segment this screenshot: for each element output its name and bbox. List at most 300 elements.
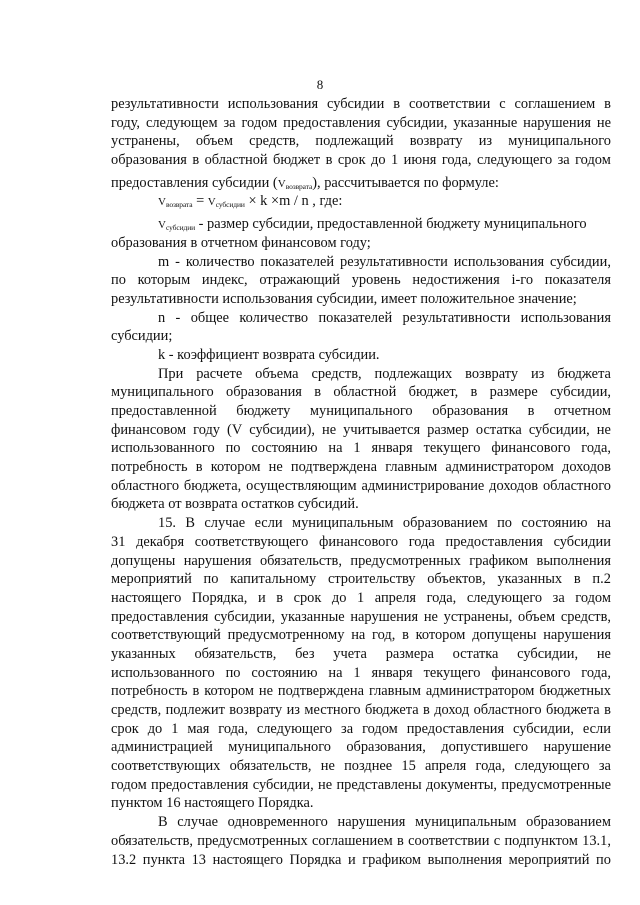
text-line: пунктом 16 настоящего Порядка.	[111, 795, 314, 812]
text-line	[111, 365, 611, 384]
text-line	[111, 95, 611, 114]
word: настоящего	[111, 589, 182, 606]
word: объем	[195, 133, 233, 150]
word: соглашением	[514, 96, 596, 112]
word: предоставления	[151, 776, 249, 793]
word: соответствующего	[194, 533, 309, 550]
word: администрацией	[111, 739, 213, 756]
word: года	[408, 533, 435, 550]
word: предоставленной	[111, 403, 217, 419]
word: средств,	[111, 702, 162, 718]
text-line	[111, 439, 611, 458]
text-line	[111, 832, 611, 851]
word: в	[192, 683, 200, 700]
word: образования	[432, 403, 509, 419]
word: 13.1,	[582, 832, 611, 849]
word: мероприятий	[508, 851, 590, 868]
text-line	[111, 421, 611, 440]
word: бюджет,	[408, 384, 459, 401]
word: состоянию	[251, 440, 318, 457]
formula-symbol: V	[277, 177, 286, 190]
word: бюджета	[364, 702, 419, 718]
word: недостижения	[412, 272, 500, 289]
word: января	[371, 664, 413, 681]
word: подтверждена	[277, 683, 365, 700]
word: котором	[204, 683, 254, 700]
word: бюджету	[236, 403, 291, 419]
word: следующего	[466, 589, 543, 606]
word: года,	[426, 589, 457, 606]
word: года,	[218, 720, 248, 737]
text-line	[111, 776, 611, 795]
word: за	[552, 589, 565, 606]
word: осуществляющим	[246, 477, 357, 494]
word: главным	[385, 459, 438, 476]
word: по	[225, 440, 241, 457]
word: срок	[337, 152, 366, 169]
word: 1	[353, 664, 361, 681]
word: размере	[489, 384, 538, 401]
word: индекс,	[201, 272, 248, 289]
word: муниципального	[228, 739, 331, 756]
word: капитальному	[230, 571, 317, 588]
word: представлены	[336, 776, 422, 793]
word: предоставления	[445, 533, 543, 550]
word: -	[175, 309, 181, 326]
word: пункта	[142, 851, 186, 868]
word: предоставления	[406, 720, 505, 737]
word: срок	[111, 720, 139, 737]
word: строительству	[327, 571, 416, 588]
word: обязательств,	[229, 758, 312, 775]
formula-tail: , где:	[308, 193, 343, 210]
word: субсидии,	[550, 384, 611, 401]
word: если	[582, 720, 611, 737]
word: финансового	[319, 533, 399, 550]
word: с	[499, 96, 506, 112]
word: состоянию	[521, 515, 588, 532]
word: результативности	[340, 253, 448, 270]
word: финансового	[491, 440, 571, 457]
word: допустившего	[441, 739, 529, 756]
word: срок	[293, 589, 322, 606]
word: доходов	[489, 477, 539, 494]
text-line	[111, 738, 611, 757]
word: n	[158, 309, 166, 326]
word: показателей	[318, 309, 393, 326]
word: в	[192, 152, 200, 169]
word: указанные	[280, 608, 345, 625]
word: году	[193, 421, 220, 438]
word: подлежащих	[374, 365, 453, 382]
word: образованием	[526, 814, 611, 831]
word: в	[423, 702, 430, 718]
text-line	[111, 174, 611, 193]
word: муниципальным	[414, 814, 517, 831]
word: использования	[453, 253, 545, 270]
word: указанные	[453, 114, 518, 131]
word: году,	[111, 114, 140, 131]
word: бюджета	[546, 702, 600, 718]
word: размер	[427, 421, 469, 438]
word: субсидии,	[550, 253, 611, 270]
word: текущего	[423, 440, 481, 457]
word: остатка	[452, 645, 499, 662]
word: нарушение	[543, 739, 611, 756]
formula-operator: =	[192, 193, 208, 210]
word: не	[423, 608, 438, 625]
word: (V	[227, 421, 243, 438]
word: областной	[204, 152, 268, 169]
word: финансовом	[111, 421, 187, 438]
page-number: 8	[316, 77, 324, 92]
word: областного	[111, 477, 180, 494]
word: 13	[191, 851, 206, 868]
word: не	[596, 645, 611, 662]
text-line	[111, 757, 611, 776]
word: года,	[581, 664, 611, 681]
word: на	[328, 440, 343, 457]
word: бюджетных	[539, 683, 611, 700]
word: возврату	[409, 133, 463, 150]
word: в	[604, 702, 611, 718]
word: субсидии,	[386, 114, 448, 131]
word: предоставления	[111, 608, 209, 625]
text-line	[111, 114, 611, 133]
word: финансового	[491, 664, 571, 681]
word: доход	[434, 702, 470, 718]
document-body	[111, 95, 611, 869]
word: предусмотренному	[227, 627, 345, 644]
word: В	[185, 515, 195, 532]
text-line	[111, 720, 611, 739]
word: возврату	[465, 365, 519, 382]
word: не	[596, 421, 611, 438]
word: субсидии,	[513, 720, 574, 737]
word: муниципального	[309, 403, 413, 419]
word: При	[158, 365, 184, 382]
word: год,	[372, 627, 396, 644]
text-line: субсидии;	[111, 328, 173, 345]
word: 13.2	[111, 851, 137, 868]
word: соглашением	[312, 832, 393, 849]
text-fragment: - размер субсидии, предоставленной бюджету муниципального	[195, 216, 587, 233]
word: котором	[415, 627, 466, 644]
word: годом	[362, 720, 398, 737]
word: предусмотренных	[197, 832, 308, 849]
word: соответствующий	[111, 627, 221, 644]
word: 1	[353, 440, 361, 457]
word: областного	[542, 477, 611, 494]
word: 1	[171, 720, 179, 737]
word: котором	[210, 459, 261, 476]
text-line	[111, 383, 611, 402]
word: которым	[137, 272, 191, 289]
word: показателей	[260, 253, 335, 270]
word: не	[258, 683, 273, 700]
text-line	[111, 608, 611, 627]
word: главным	[368, 683, 421, 700]
text-line	[111, 402, 611, 421]
word: годом	[575, 152, 611, 169]
word: за	[557, 152, 570, 169]
word: отражающий	[259, 272, 340, 289]
word: соответствии	[408, 832, 490, 849]
word: в	[573, 571, 581, 588]
word: субсидии,	[517, 645, 579, 662]
word: использованного	[111, 440, 215, 457]
word: 15.	[158, 515, 176, 532]
word: размера	[385, 645, 434, 662]
word: в	[527, 403, 535, 419]
word: в	[314, 384, 322, 401]
word: 31	[111, 533, 126, 550]
word: образования,	[346, 739, 426, 756]
word: подтверждена	[290, 459, 378, 476]
word: одновременного	[227, 814, 328, 831]
word: 1	[357, 589, 365, 606]
word: до	[147, 720, 163, 737]
word: до	[331, 589, 347, 606]
word: нарушения	[543, 627, 611, 644]
word: подпунктом	[504, 832, 578, 849]
word: соответствии	[408, 96, 491, 112]
word: в	[397, 832, 404, 849]
word: 1	[391, 152, 399, 169]
text-line	[111, 813, 611, 832]
word: использованного	[111, 664, 215, 681]
formula-subscript: возврата	[165, 200, 193, 210]
text-line	[111, 589, 611, 608]
word: допущены	[472, 627, 537, 644]
word: следующем	[145, 114, 218, 131]
word: субсидии	[327, 96, 385, 112]
word: годом	[111, 776, 147, 793]
word: в	[325, 152, 333, 169]
word: расчете	[196, 365, 243, 382]
word: средств,	[560, 608, 611, 625]
word: предоставления	[283, 114, 381, 131]
word: объема	[255, 365, 299, 382]
word: образования	[226, 384, 302, 401]
word: следующего	[514, 758, 590, 775]
word: с	[493, 832, 501, 849]
word: указанных	[111, 645, 176, 662]
word: обязательств,	[111, 832, 193, 849]
word: по	[497, 515, 512, 532]
word: количество	[185, 253, 255, 270]
word: обязательств,	[259, 552, 342, 569]
word: учета	[333, 645, 367, 662]
word: нарушения	[337, 814, 406, 831]
text-line	[111, 701, 611, 720]
text-line	[111, 514, 611, 533]
word: не	[322, 421, 337, 438]
word: не	[320, 758, 335, 775]
word: администратором	[445, 459, 554, 476]
text-line	[111, 570, 611, 589]
word: субсидии,	[214, 608, 276, 625]
word: апреля	[425, 758, 467, 775]
text-line	[111, 151, 611, 170]
text-fragment: предоставления субсидии (	[111, 174, 278, 191]
word: за	[223, 114, 236, 131]
word: состоянию	[251, 664, 318, 681]
word: подлежащий	[315, 133, 394, 150]
word: результативности	[402, 309, 511, 326]
word: использования	[227, 96, 319, 112]
word: муниципальным	[291, 515, 394, 532]
word: не	[268, 459, 283, 476]
word: без	[295, 645, 315, 662]
word: использования	[520, 309, 611, 326]
text-line	[111, 309, 611, 328]
text-line: бюджета от возврата остатков субсидий.	[111, 496, 359, 513]
text-line	[111, 253, 611, 272]
word: подлежит	[165, 702, 225, 718]
formula-symbol: V	[207, 196, 216, 209]
word: муниципального	[508, 133, 611, 150]
formula-symbol: V	[158, 196, 166, 209]
word: местного	[304, 702, 361, 718]
word: потребность	[111, 683, 188, 700]
word: до	[371, 152, 386, 169]
word: объем	[518, 608, 556, 625]
word: случае	[177, 814, 219, 831]
word: текущего	[423, 664, 481, 681]
word: образования	[111, 152, 187, 169]
word: на	[328, 664, 343, 681]
word: мероприятий	[111, 571, 192, 588]
word: областного	[473, 702, 542, 718]
word: позднее	[344, 758, 393, 775]
word: администрирование	[361, 477, 485, 494]
word: учитывается	[343, 421, 421, 438]
word: Порядка	[289, 851, 342, 868]
word: следующего	[476, 152, 553, 169]
word: и	[347, 851, 356, 868]
text-line: образования в отчетном финансовом году;	[111, 234, 371, 251]
word: за	[598, 758, 611, 775]
word: выполнения	[536, 552, 611, 569]
word: возврату	[229, 702, 283, 718]
word: нарушения	[350, 608, 419, 625]
text-line	[111, 552, 611, 571]
word: в	[393, 96, 401, 112]
text-line	[111, 645, 611, 664]
word: по	[225, 664, 241, 681]
word: п.2	[592, 571, 611, 588]
word: показателя	[544, 272, 611, 289]
text-line	[111, 215, 611, 234]
text-line	[111, 132, 611, 151]
word: если	[254, 515, 283, 532]
word: субсидии	[553, 533, 611, 550]
word: общее	[190, 309, 230, 326]
word: остатка	[475, 421, 522, 438]
word: года,	[581, 440, 611, 457]
word: средств,	[311, 365, 362, 382]
word: бюджета,	[183, 477, 242, 494]
word: графиком	[469, 552, 529, 569]
word: из	[530, 365, 545, 382]
text-line	[111, 458, 611, 477]
word: доходов	[562, 459, 611, 476]
word: бюджет	[273, 152, 321, 169]
word: по	[111, 272, 126, 289]
formula	[111, 192, 611, 211]
word: из	[478, 133, 493, 150]
formula-expression: × k ×m / n	[244, 193, 309, 210]
word: годом	[575, 589, 611, 606]
word: образованием	[402, 515, 488, 532]
text-line	[111, 533, 611, 552]
formula-symbol: V	[158, 219, 166, 232]
word: уровень	[351, 272, 401, 289]
word: муниципального	[111, 384, 214, 401]
word: отчетном	[554, 403, 611, 419]
word: в	[604, 96, 611, 112]
formula-subscript: возврата	[285, 181, 313, 191]
word: случае	[204, 515, 246, 532]
word: нарушения	[183, 552, 252, 569]
word: субсидии,	[528, 421, 590, 438]
text-line	[111, 682, 611, 701]
word: предусмотренные	[501, 776, 611, 793]
word: результативности	[111, 96, 219, 112]
word: в	[402, 627, 409, 644]
word: 15	[401, 758, 416, 775]
word: на	[351, 627, 366, 644]
text-line	[111, 271, 611, 290]
word: i-го	[511, 272, 534, 289]
text-line: k - коэффициент возврата субсидии.	[158, 346, 380, 363]
word: средств,	[249, 133, 300, 150]
word: из	[286, 702, 300, 718]
word: и	[257, 589, 266, 606]
text-fragment: ), рассчитывается по формуле:	[312, 174, 499, 191]
text-line	[111, 477, 611, 496]
word: соответствующих	[111, 758, 221, 775]
word: предусмотренных	[350, 552, 461, 569]
word: не	[318, 776, 333, 793]
word: В	[158, 814, 168, 831]
word: в	[276, 589, 283, 606]
text-line: результативности использования субсидии, имеет положительное значение;	[111, 290, 577, 307]
word: субсидии),	[249, 421, 315, 438]
text-line	[111, 851, 611, 870]
word: нарушения	[523, 114, 591, 131]
word: устранены,	[443, 608, 513, 625]
word: годом	[241, 114, 278, 131]
word: июня	[403, 152, 437, 169]
word: обязательств,	[194, 645, 277, 662]
word: объектов,	[427, 571, 486, 588]
word: устранены,	[111, 133, 180, 150]
text-line	[111, 664, 611, 683]
word: по	[203, 571, 219, 588]
word: графиком	[362, 851, 422, 868]
word: потребность	[111, 459, 188, 476]
word: -	[175, 253, 180, 270]
formula-subscript: субсидии	[165, 223, 196, 233]
word: по	[596, 851, 611, 868]
word: следующего	[256, 720, 333, 737]
word: года,	[441, 152, 472, 169]
word: документы,	[425, 776, 498, 793]
text-line	[111, 626, 611, 645]
word: мая	[187, 720, 210, 737]
